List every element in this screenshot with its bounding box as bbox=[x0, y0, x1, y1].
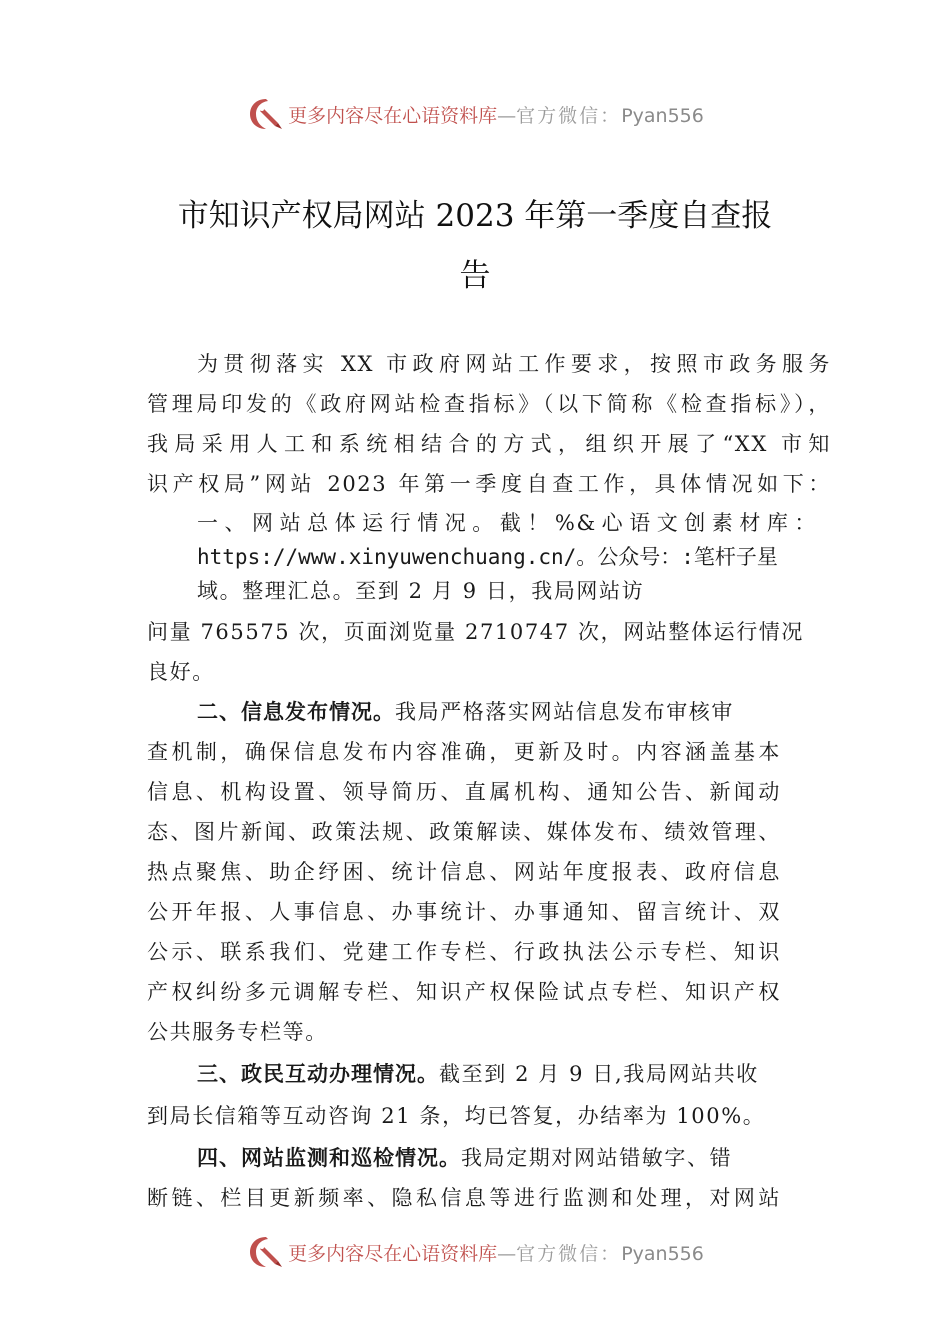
banner-sub-text: 官方微信： bbox=[516, 1242, 622, 1265]
body-line: 到局长信箱等互动咨询 21 条，均已答复，办结率为 100%。 bbox=[147, 1104, 766, 1128]
body-text: 我局定期对网站错敏字、错 bbox=[461, 1146, 733, 1170]
banner-main-text: 更多内容尽在心语资料库 bbox=[288, 104, 498, 127]
body-line: 断链、栏目更新频率、隐私信息等进行监测和处理，对网站 bbox=[147, 1186, 781, 1210]
banner-wechat-id: Pyan556 bbox=[621, 1242, 704, 1265]
section-2-first-line bbox=[147, 692, 831, 732]
body-line-url: https://www.xinyuwenchuang.cn/。公众号：:笔杆子星 bbox=[197, 545, 778, 569]
banner-main-text: 更多内容尽在心语资料库 bbox=[288, 1242, 498, 1265]
body-line: 为贯彻落实 XX 市政府网站工作要求，按照市政务服务 bbox=[197, 352, 831, 376]
body-line: 良好。 bbox=[147, 660, 215, 684]
banner-wechat-id: Pyan556 bbox=[621, 104, 704, 127]
body-line: 态、图片新闻、政策法规、政策解读、媒体发布、绩效管理、 bbox=[147, 820, 781, 844]
banner-separator: — bbox=[497, 104, 517, 127]
body-line: 公开年报、人事信息、办事统计、办事通知、留言统计、双 bbox=[147, 900, 781, 924]
body-line: 信息、机构设置、领导简历、直属机构、通知公告、新闻动 bbox=[147, 780, 781, 804]
body-line: 我局采用人工和系统相结合的方式，组织开展了“XX 市知 bbox=[147, 432, 831, 456]
section-3-heading: 三、政民互动办理情况。 bbox=[197, 1062, 439, 1086]
section-4-first-line bbox=[147, 1138, 831, 1178]
body-line: 域。整理汇总。至到 2 月 9 日，我局网站访 bbox=[197, 579, 645, 603]
banner-separator: — bbox=[497, 1242, 517, 1265]
body-line: 公示、联系我们、党建工作专栏、行政执法公示专栏、知识 bbox=[147, 940, 781, 964]
body-line: 管理局印发的《政府网站检查指标》（以下简称《检查指标》）， bbox=[147, 392, 831, 416]
body-text: 我局严格落实网站信息发布审核审 bbox=[395, 700, 734, 724]
footer-watermark-banner bbox=[0, 1232, 950, 1272]
body-line: 公共服务专栏等。 bbox=[147, 1020, 328, 1044]
body-line: 一、网站总体运行情况。截！%&心语文创素材库： bbox=[197, 511, 817, 535]
document-body bbox=[147, 344, 831, 1218]
section-4-heading: 四、网站监测和巡检情况。 bbox=[197, 1146, 461, 1170]
title-line-1: 市知识产权局网站 2023 年第一季度自查报 bbox=[177, 198, 773, 234]
body-line: 识产权局”网站 2023 年第一季度自查工作，具体情况如下： bbox=[147, 472, 831, 496]
section-3-first-line bbox=[147, 1054, 831, 1094]
pen-nib-logo-icon bbox=[246, 96, 286, 132]
body-line: 查机制，确保信息发布内容准确，更新及时。内容涵盖基本 bbox=[147, 740, 781, 764]
document-title bbox=[145, 186, 805, 306]
body-line: 产权纠纷多元调解专栏、知识产权保险试点专栏、知识产权 bbox=[147, 980, 781, 1004]
body-line: 热点聚焦、助企纾困、统计信息、网站年度报表、政府信息 bbox=[147, 860, 781, 884]
body-line: 问量 765575 次，页面浏览量 2710747 次，网站整体运行情况 bbox=[147, 620, 804, 644]
section-2-heading: 二、信息发布情况。 bbox=[197, 700, 395, 724]
banner-sub-text: 官方微信： bbox=[516, 104, 622, 127]
header-watermark-banner bbox=[0, 94, 950, 134]
title-line-2: 告 bbox=[459, 258, 491, 294]
body-text: 截至到 2 月 9 日,我局网站共收 bbox=[439, 1062, 759, 1086]
pen-nib-logo-icon bbox=[246, 1234, 286, 1270]
